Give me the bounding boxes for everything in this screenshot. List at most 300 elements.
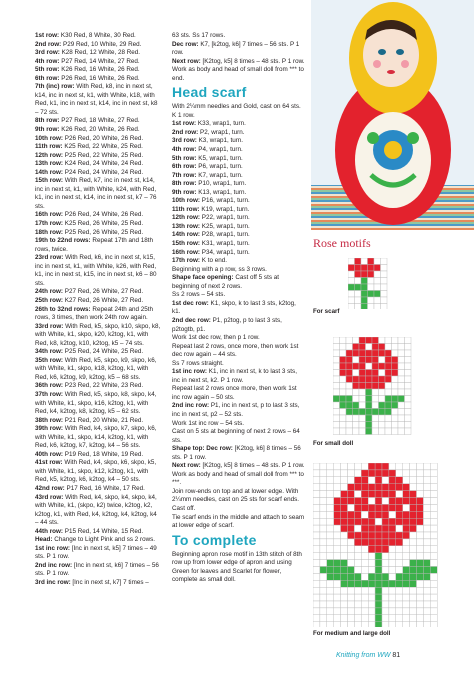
chart-cell (396, 560, 403, 567)
chart-cell (410, 470, 417, 477)
chart-cell (327, 518, 334, 525)
row-text: K25 Red, 22 White, 25 Red. (62, 143, 143, 151)
chart-cell (341, 525, 348, 532)
chart-cell (366, 415, 373, 422)
row-text: P23 Red, 22 White, 23 Red. (63, 382, 144, 390)
chart-cell (375, 525, 382, 532)
chart-cell (333, 396, 340, 403)
chart-cell (389, 477, 396, 484)
chart-cell (313, 567, 320, 574)
chart-cell (348, 271, 355, 278)
chart-cell (385, 396, 392, 403)
chart-cell (423, 477, 430, 484)
chart-cell (389, 580, 396, 587)
chart-cell (346, 402, 353, 409)
chart-cell (375, 601, 382, 608)
chart-cell (379, 422, 386, 429)
pattern-row (35, 160, 161, 169)
chart-cell (313, 477, 320, 484)
pattern-row (172, 58, 305, 67)
row-text: K25, wrap1, turn. (200, 222, 250, 230)
chart-cell (353, 357, 360, 364)
chart-cell (417, 567, 424, 574)
row-label: 7th (inc) row: (35, 83, 75, 91)
chart-cell (334, 546, 341, 553)
chart-cell (361, 463, 368, 470)
chart-cell (430, 553, 437, 560)
pattern-row (172, 488, 305, 514)
chart-cell (320, 615, 327, 622)
chart-cell (423, 525, 430, 532)
chart-cell (313, 580, 320, 587)
pattern-row (172, 471, 305, 488)
chart-cell (417, 615, 424, 622)
chart-cell (348, 546, 355, 553)
chart-cell (320, 477, 327, 484)
chart-cell (333, 428, 340, 435)
chart-cell (359, 357, 366, 364)
chart-cell (341, 615, 348, 622)
chart-cell (417, 546, 424, 553)
chart-cell (368, 622, 375, 627)
chart-cell (341, 601, 348, 608)
row-text: P4, wrap1, turn. (196, 146, 243, 154)
chart-cell (346, 383, 353, 390)
chart-cell (385, 363, 392, 370)
chart-cell (423, 532, 430, 539)
chart-cell (382, 587, 389, 594)
chart-cell (405, 357, 412, 364)
chart-cell (354, 463, 361, 470)
chart-cell (346, 389, 353, 396)
chart-cell (327, 525, 334, 532)
chart-cell (375, 532, 382, 539)
chart-cell (359, 402, 366, 409)
chart-cell (382, 498, 389, 505)
chart-cell (340, 389, 347, 396)
chart-cell (333, 337, 340, 344)
row-text: Change to Light Pink and ss 2 rows. (52, 536, 156, 544)
chart-cell (341, 594, 348, 601)
row-text: P2, wrap1, turn. (198, 128, 245, 136)
pattern-row (172, 155, 305, 164)
chart-cell (354, 567, 361, 574)
chart-cell (341, 539, 348, 546)
chart-cell (354, 525, 361, 532)
chart-cell (372, 415, 379, 422)
row-text: Cast on 5 sts at beginning of next 2 rows – 64 sts. (172, 428, 300, 444)
pattern-row (172, 137, 305, 146)
chart-cell (392, 350, 399, 357)
chart-cell (417, 504, 424, 511)
chart-cell (389, 511, 396, 518)
chart-cell (389, 498, 396, 505)
chart-cell (403, 518, 410, 525)
pattern-row (172, 462, 305, 471)
chart-cell (320, 463, 327, 470)
pattern-row (172, 189, 305, 198)
chart-cell (372, 337, 379, 344)
chart-cell (355, 278, 362, 285)
chart-cell (361, 587, 368, 594)
row-text: [K2tog, k5] 8 times – 48 sts. P 1 row. (200, 57, 305, 65)
chart-cell (368, 504, 375, 511)
row-text: K24 Red, 24 White, 24 Red. (63, 160, 144, 168)
chart-cell (334, 608, 341, 615)
chart-cell (381, 265, 388, 272)
row-label: 14th row: (35, 168, 63, 176)
chart-cell (353, 415, 360, 422)
chart-cell (430, 498, 437, 505)
chart-cell (381, 304, 388, 310)
chart-cell (381, 271, 388, 278)
chart-cell (334, 560, 341, 567)
chart-cell (327, 594, 334, 601)
row-label: 2nd inc row: (172, 402, 210, 410)
chart-cell (341, 567, 348, 574)
chart-cell (396, 498, 403, 505)
chart-cell (417, 511, 424, 518)
chart-cell (423, 608, 430, 615)
chart-cell (410, 587, 417, 594)
pattern-row (172, 368, 305, 385)
chart-cell (374, 304, 381, 310)
chart-cell (346, 422, 353, 429)
chart-cell (392, 337, 399, 344)
chart-cell (403, 580, 410, 587)
row-label: 2nd row: (35, 40, 62, 48)
pattern-row (35, 348, 161, 357)
pattern-row (35, 459, 161, 485)
chart-cell (410, 546, 417, 553)
chart-cell (334, 484, 341, 491)
chart-cell (361, 608, 368, 615)
chart-cell (368, 491, 375, 498)
chart-cell (398, 389, 405, 396)
row-text: [Inc in next st, k7] 7 times – (70, 579, 149, 586)
row-label: 11th row: (172, 205, 200, 213)
chart-cell (354, 580, 361, 587)
row-text: P16, wrap1, turn. (200, 197, 250, 205)
pattern-row (35, 528, 161, 537)
chart-cell (366, 337, 373, 344)
chart-cell (341, 573, 348, 580)
pattern-column-2 (172, 32, 305, 585)
chart-cell (368, 532, 375, 539)
chart-cell (341, 580, 348, 587)
chart-cell (396, 477, 403, 484)
chart-cell (346, 396, 353, 403)
chart-cell (403, 470, 410, 477)
row-text: Beginning with a p row, ss 3 rows. (172, 265, 267, 273)
pattern-row (172, 420, 305, 429)
pattern-row (172, 300, 305, 317)
chart-cell (392, 402, 399, 409)
chart-cell (423, 463, 430, 470)
row-text: K1, skpo, k to last 3 sts, k2tog, k1. (172, 299, 296, 316)
chart-cell (389, 504, 396, 511)
chart-cell (375, 546, 382, 553)
chart-cell (361, 518, 368, 525)
chart-cell (403, 573, 410, 580)
chart-cell (366, 396, 373, 403)
pattern-row (35, 169, 161, 178)
chart-cell (417, 560, 424, 567)
chart-cell (354, 504, 361, 511)
chart-cell (403, 601, 410, 608)
footer-source: Knitting from WW (336, 652, 391, 659)
chart-cell (327, 573, 334, 580)
row-label: 4th row: (172, 146, 197, 154)
row-label: 2nd inc row: (35, 561, 73, 569)
chart-cell (368, 463, 375, 470)
pattern-row (172, 343, 305, 360)
row-label: 9th row: (35, 126, 60, 134)
pattern-row (35, 237, 161, 254)
row-text: P29 Red, 10 White, 29 Red. (61, 40, 142, 48)
chart-cell (354, 518, 361, 525)
chart-cell (354, 622, 361, 627)
row-label: 1st inc row: (35, 544, 70, 552)
chart-cell (410, 504, 417, 511)
chart-cell (396, 608, 403, 615)
row-text: Cast off 5 sts at beginning of next 2 rows. (172, 274, 279, 290)
chart-cell (417, 463, 424, 470)
chart-cell (430, 608, 437, 615)
chart-cell (379, 363, 386, 370)
chart-cell (366, 409, 373, 416)
chart-cell (410, 532, 417, 539)
chart-cell (359, 409, 366, 416)
chart-cell (410, 615, 417, 622)
chart-cell (340, 370, 347, 377)
chart-cell (327, 560, 334, 567)
pattern-row (172, 249, 305, 258)
chart-cell (366, 350, 373, 357)
chart-cell (430, 463, 437, 470)
row-label: 39th row: (35, 425, 63, 433)
chart-cell (403, 622, 410, 627)
chart-cell (334, 622, 341, 627)
chart-cell (327, 587, 334, 594)
chart-cell (372, 376, 379, 383)
chart-cell (417, 622, 424, 627)
row-text: Work as body and head of small doll from *** to end. (172, 66, 304, 82)
row-label: 1st inc row: (172, 368, 207, 376)
chart-cell (361, 491, 368, 498)
chart-cell (396, 532, 403, 539)
chart-cell (417, 470, 424, 477)
chart-cell (379, 396, 386, 403)
chart-cell (361, 594, 368, 601)
chart-cell (334, 553, 341, 560)
chart-cell (389, 525, 396, 532)
chart-cell (348, 608, 355, 615)
chart-cell (361, 271, 368, 278)
row-label: 13th row: (172, 222, 200, 230)
chart-cell (417, 601, 424, 608)
chart-cell (430, 615, 437, 622)
chart-cell (327, 553, 334, 560)
chart-cell (341, 504, 348, 511)
chart-cell (353, 363, 360, 370)
chart-cell (354, 532, 361, 539)
chart-cell (368, 601, 375, 608)
chart-cell (361, 470, 368, 477)
chart-cell (348, 504, 355, 511)
chart-cell (361, 560, 368, 567)
chart-cell (313, 622, 320, 627)
chart-cell (348, 553, 355, 560)
chart-cell (381, 291, 388, 298)
chart-cell (368, 284, 375, 291)
chart-cell (368, 265, 375, 272)
chart-cell (423, 498, 430, 505)
chart-cell (320, 546, 327, 553)
chart-cell (320, 539, 327, 546)
chart-cell (368, 477, 375, 484)
row-text: P22, wrap1, turn. (200, 214, 250, 222)
row-text: K31, wrap1, turn. (200, 240, 250, 248)
chart-cell (382, 546, 389, 553)
chart-cell (430, 587, 437, 594)
chart-cell (382, 573, 389, 580)
chart-cell (382, 615, 389, 622)
chart-cell (375, 553, 382, 560)
chart-cell (375, 587, 382, 594)
chart-cell (313, 594, 320, 601)
chart-cell (327, 601, 334, 608)
chart-cell (341, 532, 348, 539)
pattern-row (35, 288, 161, 297)
chart-cell (366, 376, 373, 383)
chart-cell (353, 376, 360, 383)
chart-cell (375, 491, 382, 498)
chart-cell (327, 484, 334, 491)
row-label: 16th row: (172, 248, 200, 256)
chart-cell (398, 337, 405, 344)
chart-cell (346, 415, 353, 422)
chart-cell (354, 615, 361, 622)
chart-cell (430, 622, 437, 627)
row-label: 16th row: (35, 211, 63, 219)
chart-cell (392, 376, 399, 383)
chart-cell (368, 258, 375, 265)
row-text: With Red, k4, skpo, k7, skpo, k6, with White, k1, skpo, k14, k2tog, k1, with Red, k6, k2tog, k7, k2tog, k4 – 56 sts. (35, 425, 157, 450)
pattern-row (35, 177, 161, 211)
chart-cell (372, 422, 379, 429)
chart-cell (389, 573, 396, 580)
pattern-row (172, 214, 305, 223)
chart-cell (389, 594, 396, 601)
row-label: Dec row: (172, 40, 199, 48)
chart-cell (385, 376, 392, 383)
chart-cell (374, 271, 381, 278)
chart-cell (361, 553, 368, 560)
chart-cell (423, 573, 430, 580)
chart-cell (389, 546, 396, 553)
chart-cell (341, 498, 348, 505)
chart-cell (410, 560, 417, 567)
chart-cell (361, 484, 368, 491)
pattern-row (35, 306, 161, 323)
chart-cell (392, 389, 399, 396)
row-label: 12th row: (35, 151, 63, 159)
chart-cell (359, 350, 366, 357)
large-doll-rose-chart (313, 463, 439, 627)
chart-cell (405, 389, 412, 396)
pattern-row (35, 126, 161, 135)
row-text: With Red, k6, inc in next st, k15, inc in next st, k1, with White, k26, with Red, k1, inc in next st, k15, inc in next st, k6 – 80 sts. (35, 254, 157, 287)
chart-cell (361, 477, 368, 484)
chart-cell (392, 396, 399, 403)
chart-cell (405, 428, 412, 435)
chart-cell (368, 615, 375, 622)
chart-cell (423, 622, 430, 627)
chart-cell (385, 344, 392, 351)
chart-cell (385, 370, 392, 377)
chart-cell (423, 580, 430, 587)
chart-cell (359, 428, 366, 435)
row-label: 15th row: (172, 240, 200, 248)
chart-cell (417, 553, 424, 560)
chart-cell (392, 409, 399, 416)
chart-cell (382, 532, 389, 539)
pattern-row (35, 323, 161, 349)
page-number: 81 (392, 652, 401, 659)
chart-cell (348, 525, 355, 532)
pattern-row (172, 197, 305, 206)
row-text: P34, wrap1, turn. (200, 248, 250, 256)
chart-cell (359, 415, 366, 422)
chart-cell (320, 601, 327, 608)
row-text: P26 Red, 20 White, 26 Red. (63, 134, 144, 142)
chart-cell (341, 470, 348, 477)
chart-cell (354, 477, 361, 484)
chart-cell (334, 477, 341, 484)
chart-cell (313, 470, 320, 477)
chart-cell (417, 608, 424, 615)
chart-cell (423, 546, 430, 553)
chart-cell (359, 370, 366, 377)
chart-cell (389, 532, 396, 539)
chart-cell (341, 518, 348, 525)
chart-cell (430, 470, 437, 477)
chart-cell (346, 357, 353, 364)
chart-cell (381, 258, 388, 265)
doll-photo (311, 0, 474, 230)
chart-cell (353, 389, 360, 396)
chart-cell (340, 415, 347, 422)
pattern-row (172, 146, 305, 155)
row-text: P27 Red, 18 White, 27 Red. (59, 117, 140, 125)
chart-cell (348, 284, 355, 291)
chart-cell (392, 363, 399, 370)
chart-cell (368, 518, 375, 525)
matryoshka-doll-image (311, 0, 474, 230)
chart-cell (396, 553, 403, 560)
chart-cell (430, 573, 437, 580)
chart-cell (382, 594, 389, 601)
pattern-row (35, 32, 161, 41)
chart-cell (389, 601, 396, 608)
chart-cell (382, 539, 389, 546)
chart-cell (375, 567, 382, 574)
chart-cell (379, 428, 386, 435)
row-label: 1st dec row: (172, 299, 209, 307)
chart-cell (359, 363, 366, 370)
chart-cell (392, 344, 399, 351)
